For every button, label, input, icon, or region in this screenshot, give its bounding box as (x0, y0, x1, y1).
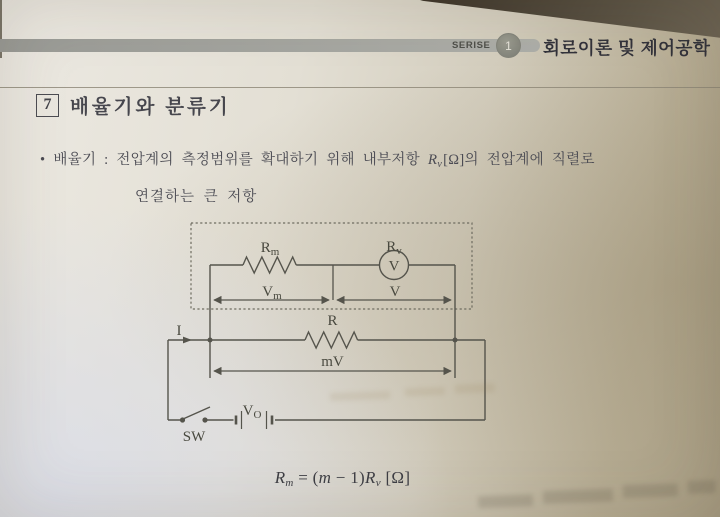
multiplier-dashed-box (191, 223, 472, 309)
section-number-box: 7 (36, 94, 59, 117)
series-label: SERISE (452, 40, 491, 51)
bullet-glyph: • (40, 152, 46, 168)
definition-line2: 연결하는 큰 저항 (135, 189, 258, 205)
definition-text-post: 의 전압계에 직렬로 (464, 152, 595, 168)
switch-lever (183, 407, 210, 419)
resistor-r-zigzag (305, 332, 358, 348)
circuit-diagram (150, 205, 530, 460)
r-label: R (327, 313, 338, 329)
junction-dot-right (453, 338, 458, 343)
outer-verticals (168, 340, 485, 420)
junction-dot-left (208, 338, 213, 343)
current-label: I (176, 323, 182, 339)
switch-label: SW (182, 429, 206, 445)
switch-dot-right (202, 417, 207, 422)
section-title-text: 배율기와 분류기 (70, 97, 231, 118)
mv-label: mV (321, 354, 344, 370)
v-label: V (389, 284, 401, 300)
bleed-through-text-bottom (478, 478, 720, 516)
voltmeter-dial-label: V (388, 258, 400, 275)
resistor-rm-zigzag (243, 257, 296, 273)
multiplier-formula: $R_m = (m - 1)R_v$ [Ω] (274, 468, 411, 489)
vm-label: $V_m$ (262, 284, 282, 302)
rv-label: $R_v$ (386, 239, 402, 257)
series-number-badge (496, 33, 521, 58)
source-label: $V_O$ (242, 403, 262, 421)
rm-label: $R_m$ (260, 240, 280, 258)
definition-line1 (40, 148, 595, 170)
header-rule (0, 87, 720, 88)
rv-math: $R_v[\Omega]$ (427, 152, 465, 170)
section-title (36, 91, 231, 119)
definition-text-pre: 배율기 : 전압계의 측정범위를 확대하기 위해 내부저항 (53, 152, 420, 168)
current-arrowhead (183, 337, 192, 344)
book-title: 회로이론 및 제어공학 (543, 38, 711, 58)
series-number: 1 (505, 38, 512, 53)
